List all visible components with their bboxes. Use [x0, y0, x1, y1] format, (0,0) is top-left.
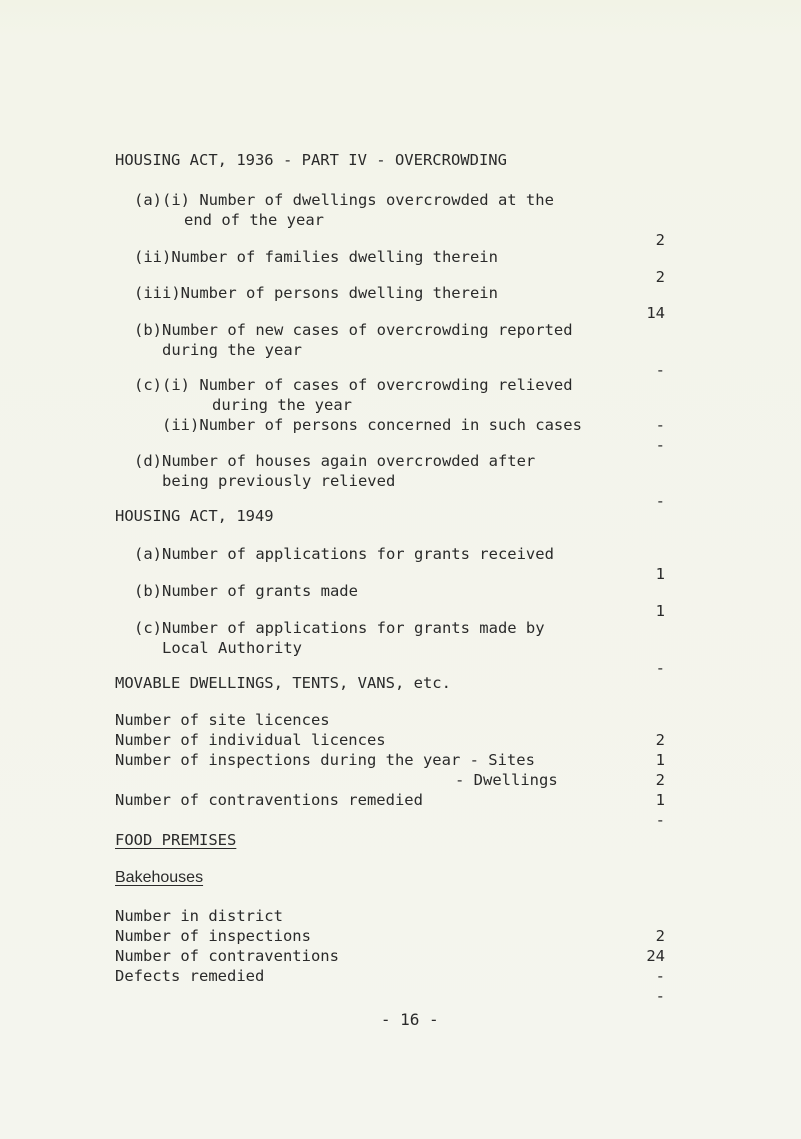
item-c1: (c)(i) Number of cases of overcrowding relieved: [134, 376, 573, 394]
food-number-of-inspections: Number of inspections 24: [115, 927, 665, 965]
item-b: (b)Number of new cases of overcrowding reported: [134, 321, 573, 339]
item-b-value: -: [655, 361, 665, 379]
food-defects-remedied: Defects remedied -: [115, 967, 665, 1005]
movable-inspections-dwellings-value: 1: [655, 791, 665, 809]
item-b-cont: during the year -: [162, 341, 665, 379]
item-a2: (ii)Number of families dwelling therein 2: [134, 248, 665, 286]
grants-item-a-value: 1: [655, 565, 665, 583]
item-a1-value: 2: [655, 231, 665, 249]
section-heading-grants: HOUSING ACT, 1949: [115, 507, 274, 525]
item-c2: (ii)Number of persons concerned in such cases -: [162, 416, 665, 454]
food-defects-remedied-value: -: [655, 987, 665, 1005]
grants-item-a: (a)Number of applications for grants received 1: [134, 545, 665, 583]
food-number-of-contraventions-value: -: [655, 967, 665, 985]
grants-item-b: (b)Number of grants made 1: [134, 582, 665, 620]
food-number-in-district: Number in district 2: [115, 907, 665, 945]
movable-individual-licences-value: 1: [655, 751, 665, 769]
item-d-cont: being previously relieved -: [162, 472, 665, 510]
movable-inspections-dwellings: - Dwellings 1: [455, 771, 665, 809]
movable-individual-licences: Number of individual licences 1: [115, 731, 665, 769]
food-number-of-contraventions: Number of contraventions -: [115, 947, 665, 985]
movable-contraventions-value: -: [655, 811, 665, 829]
section-heading-movable: MOVABLE DWELLINGS, TENTS, VANS, etc.: [115, 674, 451, 692]
movable-contraventions: Number of contraventions remedied -: [115, 791, 665, 829]
movable-inspections-sites: Number of inspections during the year - Sites 2: [115, 751, 665, 789]
movable-site-licences-value: 2: [655, 731, 665, 749]
item-d: (d)Number of houses again overcrowded after: [134, 452, 536, 470]
item-c1-cont: during the year -: [212, 396, 665, 434]
item-c2-value: -: [655, 436, 665, 454]
section-heading-food: FOOD PREMISES: [115, 831, 237, 849]
grants-item-c: (c)Number of applications for grants made by: [134, 619, 545, 637]
movable-inspections-sites-value: 2: [655, 771, 665, 789]
grants-item-c-cont: Local Authority -: [162, 639, 665, 677]
movable-site-licences: Number of site licences 2: [115, 711, 665, 749]
food-number-in-district-value: 2: [655, 927, 665, 945]
item-d-value: -: [655, 492, 665, 510]
item-a3-value: 14: [646, 304, 665, 322]
food-number-of-inspections-value: 24: [646, 947, 665, 965]
grants-item-b-value: 1: [655, 602, 665, 620]
item-c1-value: -: [655, 416, 665, 434]
subheading-bakehouses: Bakehouses: [115, 869, 204, 886]
section-heading-overcrowding: HOUSING ACT, 1936 - PART IV - OVERCROWDING: [115, 151, 507, 169]
item-a1: (a)(i) Number of dwellings overcrowded at the: [134, 191, 554, 209]
grants-item-c-value: -: [655, 659, 665, 677]
item-a2-value: 2: [655, 268, 665, 286]
item-a1-cont: end of the year 2: [184, 211, 665, 249]
item-a3: (iii)Number of persons dwelling therein 14: [134, 284, 665, 322]
page-number: - 16 -: [380, 1010, 439, 1029]
